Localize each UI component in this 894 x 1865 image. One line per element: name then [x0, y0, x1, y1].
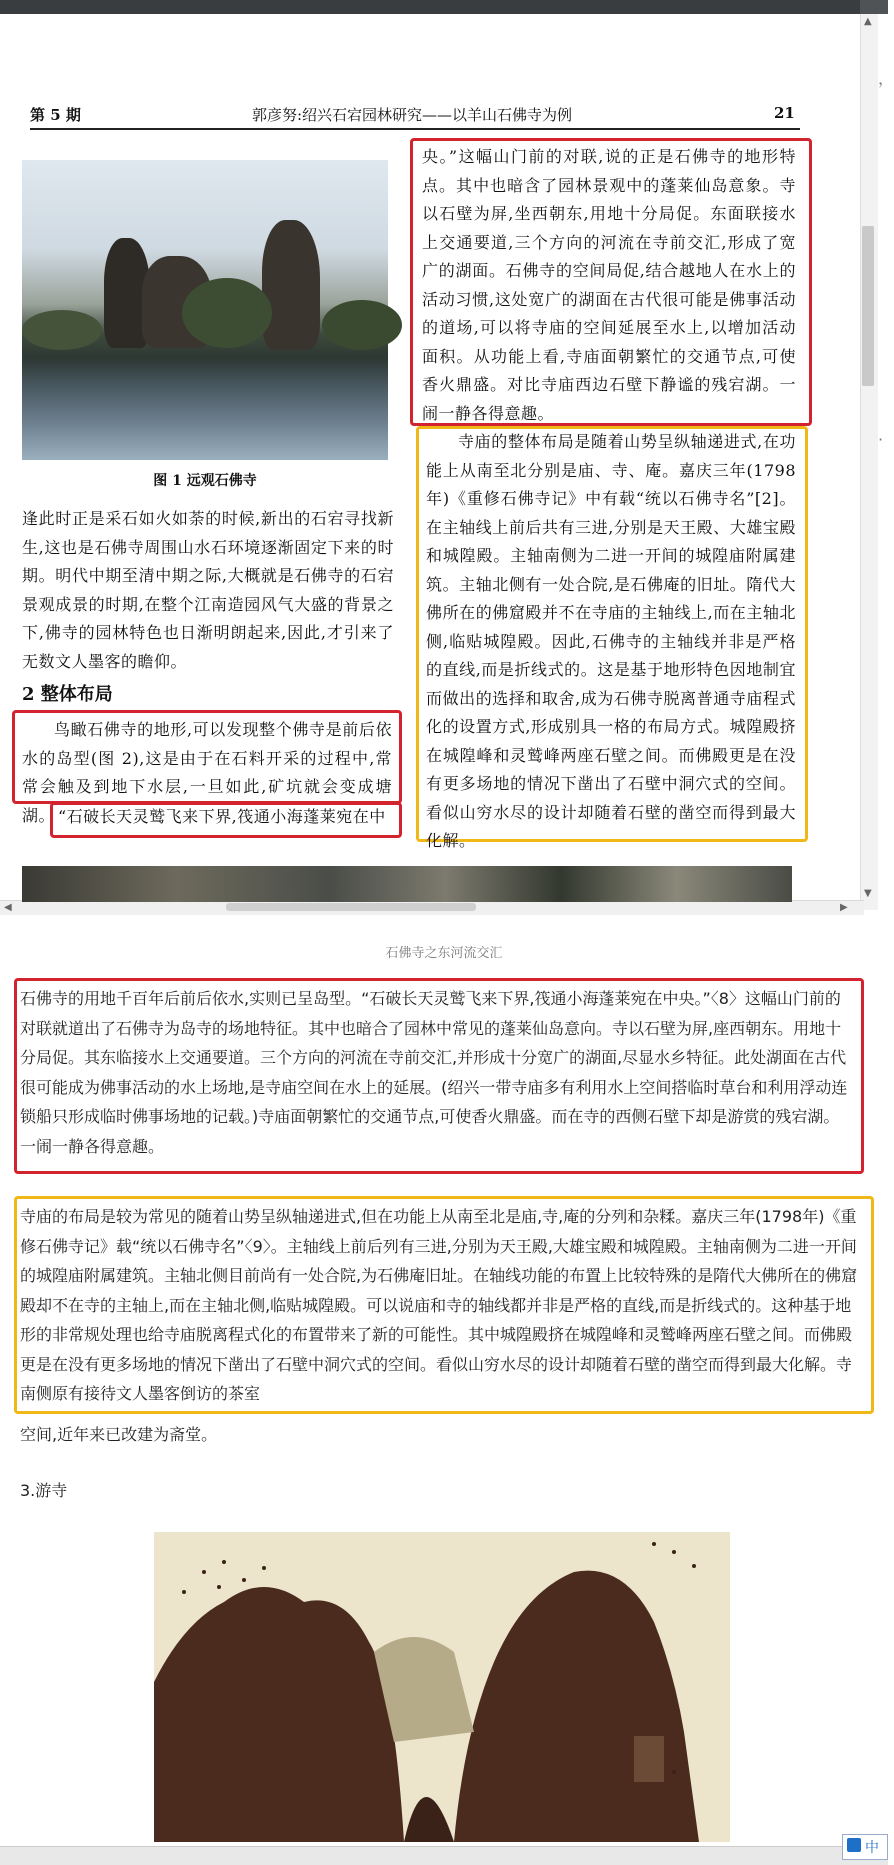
edge-glyph-icon: · — [878, 430, 884, 449]
scroll-down-arrow-icon[interactable]: ▼ — [864, 888, 872, 899]
edge-glyph-icon: ， — [878, 69, 894, 88]
issue-label: 第 5 期 — [30, 106, 81, 124]
vertical-scrollbar-thumb[interactable] — [862, 226, 874, 386]
figure-1-photo — [22, 160, 388, 460]
ime-indicator[interactable] — [842, 1834, 888, 1860]
red-left-paragraph: 鸟瞰石佛寺的地形,可以发现整个佛寺是前后依水的岛型(图 2),这是由于在石料开采的过程中,常常会触及到地下水层,一旦如此,矿坑就会变成塘湖。 — [22, 720, 392, 825]
red-right-paragraph: 央。”这幅山门前的对联,说的正是石佛寺的地形特点。其中也暗含了园林景观中的蓬莱仙岛意象。寺以石壁为屏,坐西朝东,用地十分局促。东面联接水上交通要道,三个方向的河流在寺前交汇,形成了宽广的湖面。石佛寺的空间局促,结合越地人在水上的活动习惯,这处宽广的湖面在古代很可能是佛事活动的道场,可以将寺庙的空间延展至水上,以增加活动面积。从功能上看,寺庙面朝繁忙的交通节点,可使香火鼎盛。对比寺庙西边石壁下静谧的残宕湖。一闹一静各得意趣。 — [422, 147, 796, 423]
window-top-bar-corner — [860, 0, 888, 14]
scroll-left-arrow-icon[interactable]: ◀ — [4, 902, 12, 913]
window-top-bar — [0, 0, 888, 14]
figure-2-aerial-photo-strip — [22, 866, 792, 902]
section-heading-2: 2 整体布局 — [22, 684, 113, 705]
figure-1-caption: 图 1 远观石佛寺 — [153, 473, 257, 489]
yellow-right-paragraph: 寺庙的整体布局是随着山势呈纵轴递进式,在功能上从南至北分别是庙、寺、庵。嘉庆三年(1798年)《重修石佛寺记》中有载“统以石佛寺名”[2]。在主轴线上前后共有三进,分别是天王殿、大雄宝殿和城隍殿。主轴南侧为二进一开间的城隍庙附属建筑。主轴北侧有一处合院,是石佛庵的旧址。隋代大佛所在的佛窟殿并不在寺庙的主轴线上,而在主轴北侧,临贴城隍殿。因此,石佛寺的主轴线并非是严格的直线,而是折线式的。这是基于地形特色因地制宜而做出的选择和取舍,成为石佛寺脱离普通寺庙程式化的设置方式,形成别具一格的布局方式。城隍殿挤在城隍峰和灵鹫峰两座石壁之间。而佛殿更是在没有更多场地的情况下凿出了石壁中洞穴式的空间。看似山穷水尽的设计却随着石壁的凿空而得到最大化解。 — [426, 432, 796, 850]
web-red-paragraph: 石佛寺的用地千百年后前后依水,实则已呈岛型。“石破长天灵鹫飞来下界,筏通小海蓬莱宛在中央。”〈8〉这幅山门前的对联就道出了石佛寺为岛寺的场地特征。其中也暗合了园林中常见的蓬莱仙岛意向。寺以石壁为屏,座西朝东。用地十分局促。其东临接水上交通要道。三个方向的河流在寺前交汇,并形成十分宽广的湖面,尽显水乡特征。此处湖面在古代很可能成为佛事活动的水上场地,是寺庙空间在水上的延展。(绍兴一带寺庙多有利用水上空间搭临时草台和利用浮动连锁船只形成临时佛事场地的记载。)寺庙面朝繁忙的交通节点,可使香火鼎盛。而在寺的西侧石壁下却是游赏的残宕湖。一闹一静各得意趣。 — [20, 989, 848, 1156]
bottom-status-bar — [0, 1846, 888, 1865]
web-yellow-paragraph: 寺庙的布局是较为常见的随着山势呈纵轴递进式,但在功能上从南至北是庙,寺,庵的分列和杂糅。嘉庆三年(1798年)《重修石佛寺记》载“统以石佛寺名”〈9〉。主轴线上前后列有三进,分别为天王殿,大雄宝殿和城隍殿。主轴南侧为二进一开间的城隍庙附属建筑。主轴北侧目前尚有一处合院,为石佛庵旧址。在轴线功能的布置上比较特殊的是隋代大佛所在的佛窟殿却不在寺的主轴上,而在主轴北侧,临贴城隍殿。可以说庙和寺的轴线都并非是严格的直线,而是折线式的。这种基于地形的非常规处理也给寺庙脱离程式化的布置带来了新的可能性。其中城隍殿挤在城隍峰和灵鹫峰两座石壁之间。而佛殿更是在没有更多场地的情况下凿出了石壁中洞穴式的空间。看似山穷水尽的设计却随着石壁的凿空而得到最大化解。寺南侧原有接待文人墨客倒访的茶室 — [20, 1207, 858, 1403]
scroll-up-arrow-icon[interactable]: ▲ — [864, 16, 872, 27]
scroll-right-arrow-icon[interactable]: ▶ — [840, 902, 848, 913]
web-yellow-paragraph-tail: 空间,近年来已改建为斋堂。 — [20, 1425, 218, 1444]
red-left-quote: “石破长天灵鹫飞来下界,筏通小海蓬莱宛在中 — [58, 807, 386, 826]
ime-logo-icon — [847, 1838, 861, 1852]
vertical-scrollbar[interactable] — [860, 14, 878, 910]
horizontal-scrollbar-thumb[interactable] — [226, 903, 476, 911]
ime-language-label: 中 — [865, 1840, 879, 1856]
section-heading-3: 3.游寺 — [20, 1481, 68, 1500]
image-caption: 石佛寺之东河流交汇 — [385, 946, 503, 961]
page-number: 21 — [774, 104, 795, 122]
left-paragraph: 逢此时正是采石如火如荼的时候,新出的石宕寻找新生,这也是石佛寺周围山水石环境逐渐固定下来的时期。明代中期至清中期之际,大概就是石佛寺的石宕景观成景的时期,在整个江南造园风气大盛的背景之下,佛寺的园林特色也日渐明朗起来,因此,才引来了无数文人墨客的瞻仰。 — [22, 509, 394, 671]
woodcut-illustration — [154, 1532, 730, 1842]
paper-running-header — [30, 104, 800, 130]
running-title: 郭彦努:绍兴石宕园林研究——以羊山石佛寺为例 — [252, 106, 573, 124]
